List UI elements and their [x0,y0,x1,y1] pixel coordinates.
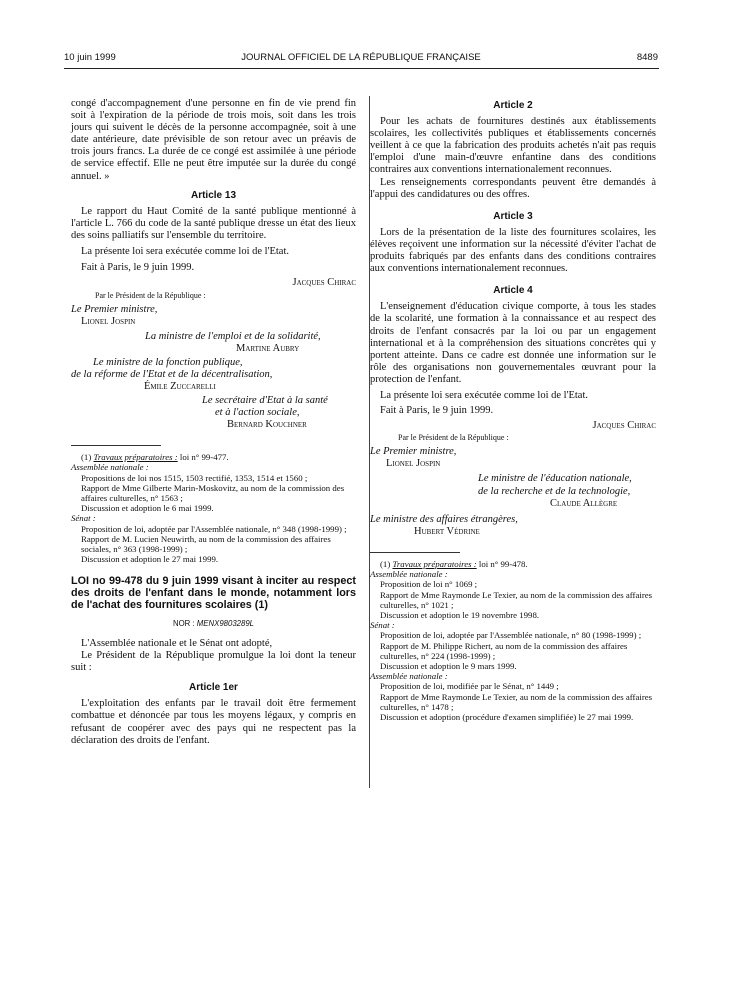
footnote-law-number: loi n° 99-477. [177,452,229,463]
footnote-assemblee-2: Assemblée nationale : [370,671,448,682]
adoption-statement: L'Assemblée nationale et le Sénat ont adopté, [81,637,273,649]
article-3-heading: Article 3 [493,210,533,222]
right-column [370,98,656,722]
minister-3-name: Bernard Kouchner [227,419,307,431]
minister-1-title: La ministre de l'emploi et de la solidarité, [145,330,321,342]
footnote-line: Discussion et adoption le 9 mars 1999. [380,660,517,671]
header-date: 10 juin 1999 [64,52,116,63]
footnote-travaux: Travaux préparatoires : [93,452,178,463]
footnote-rule [71,445,161,446]
footnote-line: Propositions de loi nos 1515, 1503 rectifié, 1353, 1514 et 1560 ; [81,472,308,483]
nor-code: MENX9803289L [196,618,255,628]
footnote-line: Proposition de loi n° 1069 ; [380,579,478,590]
page-header [64,52,658,66]
minister-2-title: Le ministre des affaires étrangères, [370,513,518,525]
article-2-paragraph-1: Pour les achats de fournitures destinés aux établissements scolaires, les collectivités publiques et établissements concernés veillent à ce que la fabrication des produits achetés n'ait pas requis l'emploi d'une main-d'œuvre enfantine dans des conditions contraires aux conventions internationalement reconnues. [370,116,656,176]
footnote-senat: Sénat : [71,513,96,524]
article-1-text: L'exploitation des enfants par le travail doit être fermement combattue et dénoncée par tous les moyens légaux, y compris en refusant de coopérer avec des pays qui ne respectent pas la déclaration des droits de l'enfant. [71,698,356,746]
execution-clause: La présente loi sera exécutée comme loi de l'Etat. [81,246,290,258]
article-3-text: Lors de la présentation de la liste des fournitures scolaires, les élèves reçoivent une information sur la nécessité d'éviter l'achat de produits fabriqués par des enfants dans des conditions contraires aux conventions internationalement reconnues. [370,226,656,275]
article-13-text: Le rapport du Haut Comité de la santé publique mentionné à l'article L. 766 du code de la santé publique dresse un état des lieux des soins palliatifs sur l'ensemble du territoire. [71,205,356,241]
footnote-rule [370,552,460,553]
article-1-heading: Article 1er [189,682,238,694]
footnote-assemblee: Assemblée nationale : [370,569,448,580]
footnote-block [71,452,356,564]
minister-1-name: Martine Aubry [236,342,300,354]
pm-name: Lionel Jospin [386,458,441,470]
journal-title: JOURNAL OFFICIEL DE LA RÉPUBLIQUE FRANÇAISE [241,52,481,63]
article-2-paragraph-2: Les renseignements correspondants peuvent être demandés à l'appui des candidatures ou des offres. [370,176,656,200]
footnote-line: Discussion et adoption (procédure d'examen simplifiée) le 27 mai 1999. [380,711,634,722]
by-president-label: Par le Président de la République : [95,291,206,301]
footnote-line: Rapport de Mme Gilberte Marin-Moskovitz, au nom de la commission des affaires culturelles, n° 1563 ; [81,482,345,504]
minister-1-title-line1: Le ministre de l'éducation nationale, [478,473,632,485]
by-president-label: Par le Président de la République : [398,433,509,443]
footnote-line: Rapport de Mme Raymonde Le Texier, au nom de la commission des affaires culturelles, n° 1021 ; [380,589,653,610]
footnote-senat: Sénat : [370,620,395,631]
footnote-assemblee: Assemblée nationale : [71,462,149,473]
execution-clause: La présente loi sera exécutée comme loi de l'Etat. [380,389,589,401]
footnote-line: Rapport de M. Lucien Neuwirth, au nom de la commission des affaires sociales, n° 363 (1998-1999) ; [81,533,331,555]
article-13-heading: Article 13 [190,189,237,201]
paragraph-continued: congé d'accompagnement d'une personne en fin de vie prend fin soit à l'expiration de la période de trois mois, soit dans les trois jours qui suivent le décès de la personne accompagnée, soit à une date antérieure, date prévisible de son retour avec un préavis de trois jours francs. La durée de ce congé est assimilée à une période de service effectif. Elle ne peut être imputée sur la durée du congé annuel. » [71,98,356,182]
footnote-law-number: loi n° 99-478. [476,558,528,569]
date-place: Fait à Paris, le 9 juin 1999. [380,405,494,417]
pm-title: Le Premier ministre, [370,446,457,458]
footnote-number: (1) [81,452,94,463]
footnote-line: Proposition de loi, adoptée par l'Assemblée nationale, n° 348 (1998-1999) ; [81,523,347,534]
article-2-heading: Article 2 [493,100,533,111]
minister-1-name: Claude Allègre [550,497,618,509]
law-title: LOI no 99-478 du 9 juin 1999 visant à inciter au respect des droits de l'enfant dans le monde, notamment lors de l'achat des fournitures scolaires (1) [71,575,356,612]
page-number: 8489 [636,52,658,63]
footnote-number: (1) [380,558,393,569]
footnote-line: Rapport de Mme Raymonde Le Texier, au nom de la commission des affaires culturelles, n° 1478 ; [380,691,653,712]
promulgation-statement: Le Président de la République promulgue la loi dont la teneur suit : [71,650,356,674]
minister-3-title-line2: et à l'action sociale, [215,407,300,419]
footnote-line: Discussion et adoption le 27 mai 1999. [81,554,219,565]
footnote-line: Rapport de M. Philippe Richert, au nom de la commission des affaires culturelles, n° 224 (1998-1999) ; [380,640,628,661]
date-place: Fait à Paris, le 9 juin 1999. [81,262,195,274]
footnote-line: Discussion et adoption le 19 novembre 1998. [380,609,540,620]
pm-name: Lionel Jospin [81,316,136,328]
minister-2-title-line1: Le ministre de la fonction publique, [93,356,243,368]
footnote-line: Discussion et adoption le 6 mai 1999. [81,503,214,514]
nor-label: NOR : [172,618,197,628]
header-rule [64,68,659,69]
minister-2-name: Hubert Védrine [414,525,480,537]
minister-3-title-line1: Le secrétaire d'Etat à la santé [202,394,328,406]
minister-2-name: Émile Zuccarelli [144,380,216,392]
minister-1-title-line2: de la recherche et de la technologie, [478,485,631,497]
footnote-travaux: Travaux préparatoires : [392,558,477,569]
nor-reference [71,618,356,630]
footnote-block [370,559,656,722]
footnote-line: Proposition de loi, adoptée par l'Assemblée nationale, n° 80 (1998-1999) ; [380,630,642,641]
minister-2-title-line2: de la réforme de l'Etat et de la décentralisation, [71,368,273,380]
signer-name: Jacques Chirac [292,277,356,289]
left-column [71,98,356,747]
article-4-heading: Article 4 [493,285,533,297]
pm-title: Le Premier ministre, [71,304,158,316]
article-4-text: L'enseignement d'éducation civique comporte, à tous les stades de la scolarité, une formation à la connaissance et au respect des droits de l'enfant consacrés par la loi ou par un engagement international et à la compréhension des situations concrètes qui y portent atteinte. Dans ce cadre est donnée une information sur le rôle des organisations non gouvernementales œuvrant pour la protection de l'enfant. [370,301,656,385]
signer-name: Jacques Chirac [592,420,656,432]
footnote-line: Proposition de loi, modifiée par le Sénat, n° 1449 ; [380,681,559,692]
